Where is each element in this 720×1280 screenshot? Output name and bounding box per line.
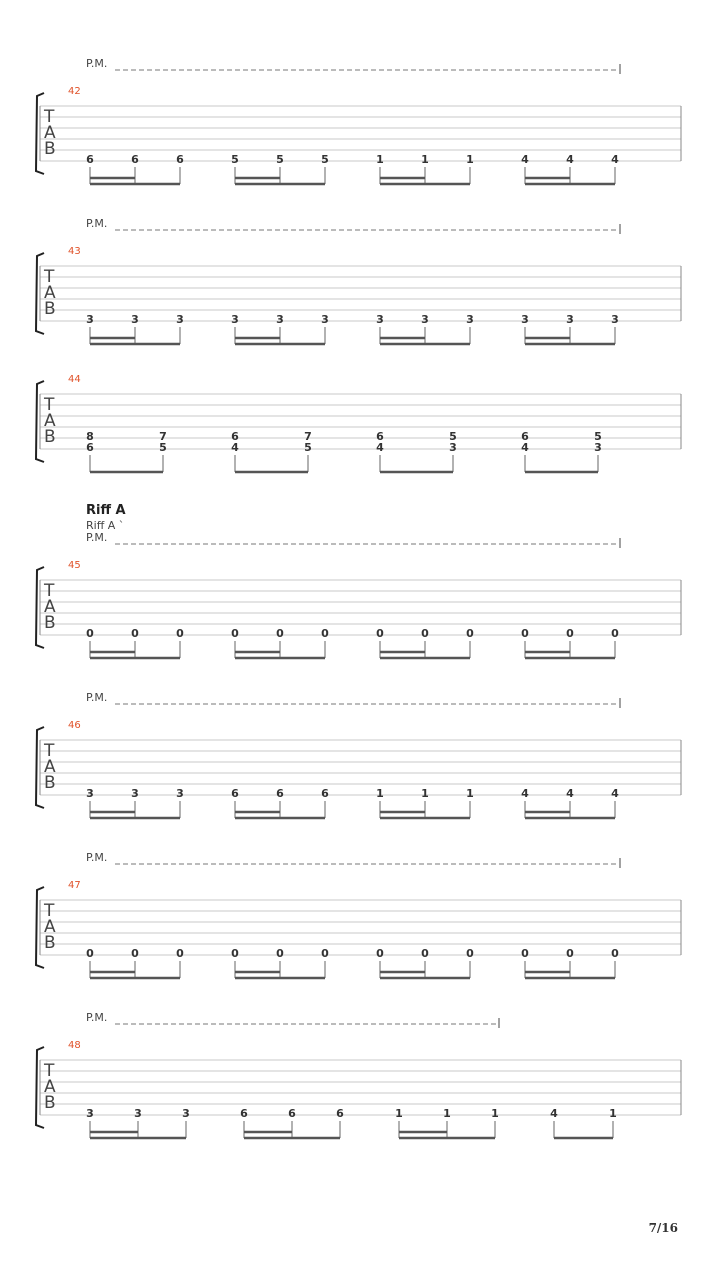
fret-number: 0 — [176, 627, 184, 640]
fret-number: 0 — [276, 627, 284, 640]
tab-clef-letter: T — [44, 107, 55, 127]
fret-number: 1 — [466, 153, 474, 166]
fret-number: 7 — [159, 430, 167, 443]
tab-system-48 — [36, 1011, 681, 1138]
fret-number: 3 — [611, 313, 619, 326]
fret-number: 0 — [86, 947, 94, 960]
tab-clef-letter: T — [44, 741, 55, 761]
tab-system-44 — [36, 374, 681, 472]
fret-number: 6 — [321, 787, 329, 800]
tab-clef-letter: B — [44, 139, 56, 159]
tab-system-45 — [36, 503, 681, 658]
riff-title: Riff A — [86, 503, 126, 518]
tab-system-42 — [36, 57, 681, 184]
fret-number: 3 — [521, 313, 529, 326]
tab-clef-letter: A — [44, 283, 56, 303]
fret-number: 3 — [176, 787, 184, 800]
palm-mute-label: P.M. — [86, 57, 108, 70]
tab-clef-letter: T — [44, 581, 55, 601]
fret-number: 5 — [159, 441, 167, 454]
fret-number: 0 — [321, 947, 329, 960]
fret-number: 5 — [304, 441, 312, 454]
fret-number: 0 — [376, 947, 384, 960]
fret-number: 0 — [521, 947, 529, 960]
fret-number: 0 — [466, 947, 474, 960]
fret-number: 0 — [131, 947, 139, 960]
fret-number: 3 — [594, 441, 602, 454]
fret-number: 3 — [566, 313, 574, 326]
bar-number: 46 — [68, 720, 81, 731]
tab-clef-letter: B — [44, 1093, 56, 1113]
tab-clef-letter: B — [44, 299, 56, 319]
fret-number: 0 — [421, 947, 429, 960]
tab-clef-letter: A — [44, 123, 56, 143]
fret-number: 7 — [304, 430, 312, 443]
fret-number: 0 — [86, 627, 94, 640]
fret-number: 0 — [376, 627, 384, 640]
fret-number: 4 — [550, 1107, 558, 1120]
fret-number: 6 — [131, 153, 139, 166]
fret-number: 4 — [521, 787, 529, 800]
fret-number: 0 — [611, 947, 619, 960]
palm-mute-label: P.M. — [86, 851, 108, 864]
tab-clef-letter: A — [44, 1077, 56, 1097]
fret-number: 0 — [321, 627, 329, 640]
fret-number: 3 — [321, 313, 329, 326]
fret-number: 6 — [240, 1107, 248, 1120]
fret-number: 6 — [336, 1107, 344, 1120]
tab-clef-letter: A — [44, 597, 56, 617]
fret-number: 4 — [521, 441, 529, 454]
fret-number: 4 — [231, 441, 239, 454]
fret-number: 3 — [86, 787, 94, 800]
fret-number: 0 — [566, 947, 574, 960]
fret-number: 4 — [611, 153, 619, 166]
fret-number: 3 — [421, 313, 429, 326]
fret-number: 1 — [376, 153, 384, 166]
fret-number: 0 — [176, 947, 184, 960]
fret-number: 4 — [376, 441, 384, 454]
tab-clef-letter: T — [44, 901, 55, 921]
tab-system-46 — [36, 691, 681, 818]
fret-number: 1 — [421, 787, 429, 800]
fret-number: 3 — [86, 1107, 94, 1120]
tab-clef-letter: T — [44, 395, 55, 415]
fret-number: 1 — [491, 1107, 499, 1120]
fret-number: 0 — [231, 627, 239, 640]
page-number: 7/16 — [648, 1221, 678, 1235]
tab-clef-letter: B — [44, 427, 56, 447]
fret-number: 0 — [566, 627, 574, 640]
tab-system-43 — [36, 217, 681, 344]
fret-number: 3 — [131, 313, 139, 326]
tab-clef-letter: A — [44, 411, 56, 431]
tab-clef-letter: A — [44, 917, 56, 937]
fret-number: 1 — [421, 153, 429, 166]
bar-number: 43 — [68, 246, 81, 257]
fret-number: 5 — [594, 430, 602, 443]
tab-clef-letter: B — [44, 613, 56, 633]
fret-number: 3 — [134, 1107, 142, 1120]
fret-number: 6 — [86, 153, 94, 166]
bar-number: 47 — [68, 880, 81, 891]
tab-clef-letter: T — [44, 1061, 55, 1081]
fret-number: 1 — [609, 1107, 617, 1120]
riff-label: Riff A ` — [86, 519, 125, 532]
fret-number: 0 — [466, 627, 474, 640]
tab-clef-letter: B — [44, 773, 56, 793]
fret-number: 4 — [521, 153, 529, 166]
fret-number: 6 — [86, 441, 94, 454]
fret-number: 3 — [449, 441, 457, 454]
tab-clef-letter: B — [44, 933, 56, 953]
fret-number: 3 — [131, 787, 139, 800]
fret-number: 1 — [466, 787, 474, 800]
fret-number: 5 — [449, 430, 457, 443]
fret-number: 3 — [86, 313, 94, 326]
tab-clef-letter: A — [44, 757, 56, 777]
fret-number: 6 — [276, 787, 284, 800]
fret-number: 6 — [288, 1107, 296, 1120]
bar-number: 48 — [68, 1040, 81, 1051]
palm-mute-label: P.M. — [86, 1011, 108, 1024]
fret-number: 4 — [566, 787, 574, 800]
tab-system-47 — [36, 851, 681, 978]
fret-number: 1 — [443, 1107, 451, 1120]
fret-number: 6 — [376, 430, 384, 443]
bar-number: 42 — [68, 86, 81, 97]
fret-number: 0 — [611, 627, 619, 640]
fret-number: 0 — [421, 627, 429, 640]
fret-number: 3 — [376, 313, 384, 326]
fret-number: 1 — [395, 1107, 403, 1120]
fret-number: 0 — [276, 947, 284, 960]
fret-number: 5 — [231, 153, 239, 166]
tab-clef-letter: T — [44, 267, 55, 287]
fret-number: 6 — [521, 430, 529, 443]
palm-mute-label: P.M. — [86, 691, 108, 704]
bar-number: 45 — [68, 560, 81, 571]
fret-number: 3 — [182, 1107, 190, 1120]
fret-number: 8 — [86, 430, 94, 443]
fret-number: 6 — [176, 153, 184, 166]
fret-number: 6 — [231, 430, 239, 443]
fret-number: 3 — [176, 313, 184, 326]
fret-number: 1 — [376, 787, 384, 800]
fret-number: 4 — [566, 153, 574, 166]
fret-number: 5 — [321, 153, 329, 166]
palm-mute-label: P.M. — [86, 531, 108, 544]
palm-mute-label: P.M. — [86, 217, 108, 230]
fret-number: 6 — [231, 787, 239, 800]
fret-number: 0 — [521, 627, 529, 640]
fret-number: 4 — [611, 787, 619, 800]
bar-number: 44 — [68, 374, 81, 385]
fret-number: 3 — [231, 313, 239, 326]
fret-number: 0 — [231, 947, 239, 960]
fret-number: 3 — [466, 313, 474, 326]
fret-number: 5 — [276, 153, 284, 166]
fret-number: 3 — [276, 313, 284, 326]
fret-number: 0 — [131, 627, 139, 640]
